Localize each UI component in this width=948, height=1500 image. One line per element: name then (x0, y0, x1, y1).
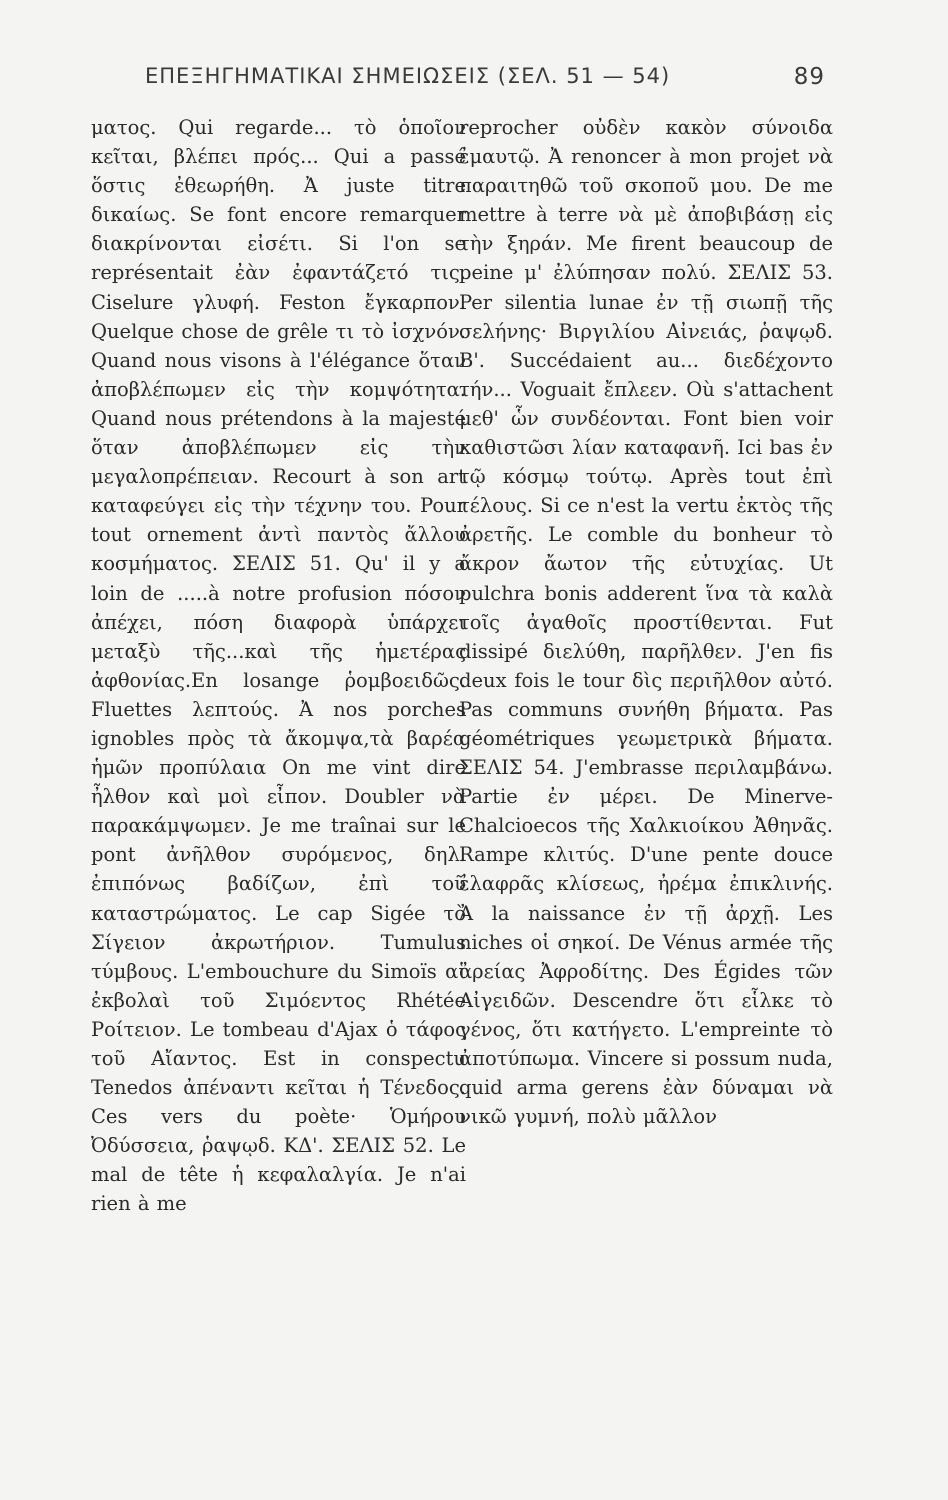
running-head (145, 60, 825, 96)
right-column (459, 113, 833, 1131)
left-column-text: ματος. Qui regarde... τὸ ὁποῖον κεῖται, βλέπει πρός... Qui a passé ὅστις ἐθεωρήθη. Ἀ juste titre δικαίως. Se font encore remarquer διακρίνονται εἰσέτι. Si l'on se représentait ἐὰν ἐφαντάζετό τις. Ciselure γλυφή. Feston ἔγκαρπον. Quelque chose de grêle τι τὸ ἰσχνόν. Quand nous visons à l'élégance ὅταν ἀποβλέπωμεν εἰς τὴν κομψότητα. Quand nous prétendons à la majesté ὅταν ἀποβλέπωμεν εἰς τὴν μεγαλοπρέπειαν. Recourt à son art καταφεύγει εἰς τὴν τέχνην του. Pour tout ornement ἀντὶ παντὸς ἄλλου κοσμήματος. ΣΕΛΙΣ 51. Qu' il y a loin de .....à notre profusion πόσον ἀπέχει, πόση διαφορὰ ὑπάρχει μεταξὺ τῆς...καὶ τῆς ἡμετέρας ἀφθονίας.En losange ῥομβοειδῶς. Fluettes λεπτούς. Ἀ nos porches ignobles πρὸς τὰ ἄκομψα,τὰ βαρέα ἡμῶν προπύλαια On me vint dire ἦλθον καὶ μοὶ εἶπον. Doubler νὰ παρακάμψωμεν. Je me traînai sur le pont ἀνῆλθον συρόμενος, δηλ. ἐπιπόνως βαδίζων, ἐπὶ τοῦ καταστρώματος. Le cap Sigée τὸ Σίγειον ἀκρωτήριον. Tumulus τύμβους. L'embouchure du Simoïs αἱ ἐκβολαὶ τοῦ Σιμόεντος Rhétée Ροίτειον. Le tombeau d'Ajax ὁ τάφος τοῦ Αἴαντος. Est in conspectu Tenedos ἀπέναντι κεῖται ἡ Τένεδος. Ces vers du poète· Ὁμήρου Ὀδύσσεια, ῥαψῳδ. ΚΔ'. ΣΕΛΙΣ 52. Le mal de tête ἡ κεφαλαλγία. Je n'ai rien à me (91, 116, 466, 1216)
page-number: 89 (793, 64, 825, 90)
right-column-text: reprocher οὐδὲν κακὸν σύνοιδα ἐμαυτῷ. Ἀ renoncer à mon projet νὰ παραιτηθῶ τοῦ σκοποῦ μου. De me mettre à terre νὰ μὲ ἀποβιβάσῃ εἰς τὴν ξηράν. Me firent beaucoup de peine μ' ἐλύπησαν πολύ. ΣΕΛΙΣ 53. Per silentia lunae ἐν τῇ σιωπῇ τῆς σελήνης· Βιργιλίου Αἰνειάς, ῥαψῳδ. Β'. Succédaient au... διεδέχοντο τήν... Voguait ἔπλεεν. Où s'attachent μεθ' ὧν συνδέονται. Font bien voir καθιστῶσι λίαν καταφανῆ. Ici bas ἐν τῷ κόσμῳ τούτῳ. Après tout ἐπὶ τέλους. Si ce n'est la vertu ἐκτὸς τῆς ἀρετῆς. Le comble du bonheur τὸ ἄκρον ἄωτον τῆς εὐτυχίας. Ut pulchra bonis adderent ἵνα τὰ καλὰ τοῖς ἀγαθοῖς προστίθενται. Fut dissipé διελύθη, παρῆλθεν. J'en fis deux fois le tour δὶς περιῆλθον αὐτό. Pas communs συνήθη βήματα. Pas géométriques γεωμετρικὰ βήματα. ΣΕΛΙΣ 54. J'embrasse περιλαμβάνω. Partie ἐν μέρει. De Minerve-Chalcioecos τῆς Χαλκιοίκου Ἀθηνᾶς. Rampe κλιτύς. D'une pente douce ἐλαφρᾶς κλίσεως, ἠρέμα ἐπικλινής. Ἀ la naissance ἐν τῇ ἀρχῇ. Les niches οἱ σηκοί. De Vénus armée τῆς ἀρείας Ἀφροδίτης. Des Égides τῶν Αἰγειδῶν. Descendre ὅτι εἷλκε τὸ γένος, ὅτι κατήγετο. L'empreinte τὸ ἀποτύπωμα. Vincere si possum nuda, quid arma gerens ἐὰν δύναμαι νὰ νικῶ γυμνή, πολὺ μᾶλλον (459, 116, 833, 1129)
running-head-title: ΕΠΕΞΗΓΗΜΑΤΙΚΑΙ ΣΗΜΕΙΩΣΕΙΣ (ΣΕΛ. 51 — 54) (145, 64, 671, 88)
left-column (91, 113, 466, 1219)
